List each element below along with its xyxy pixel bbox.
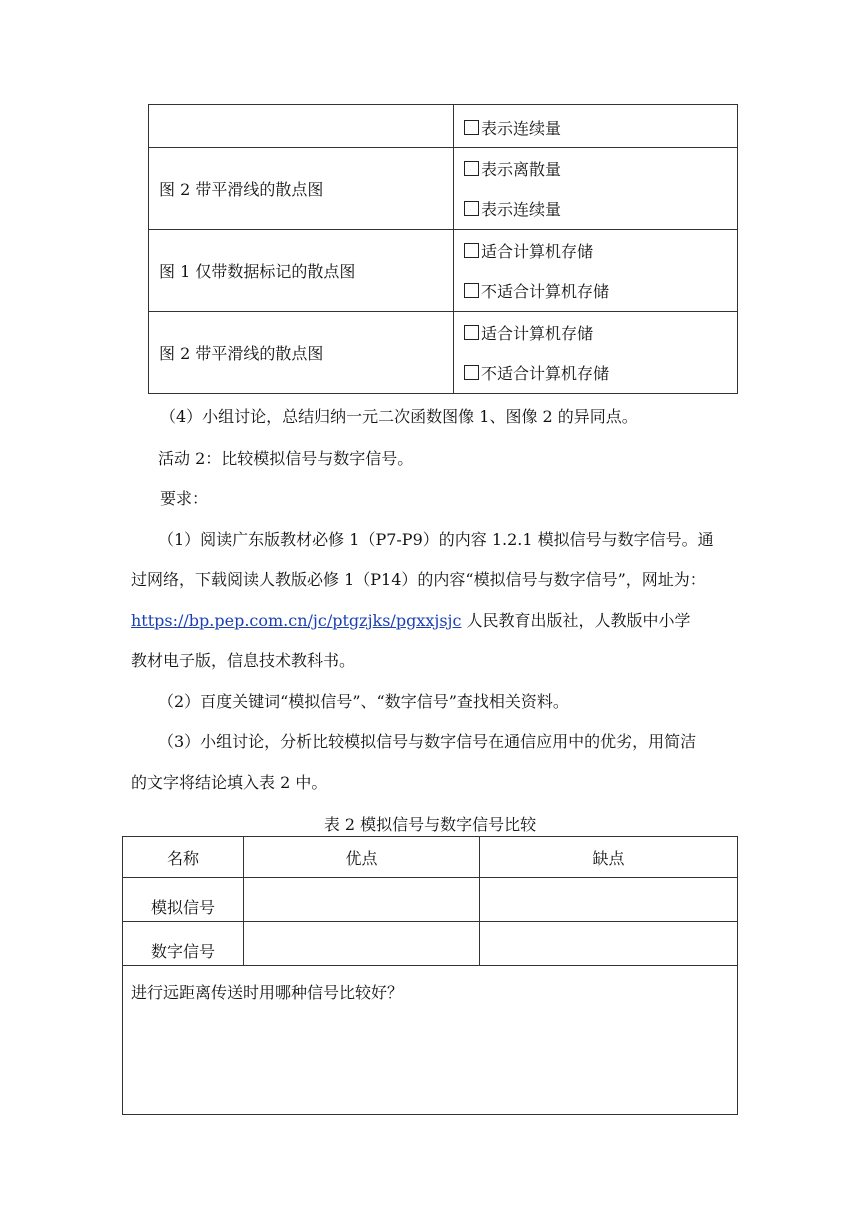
checkbox-option[interactable] <box>464 149 737 189</box>
requirement-1-line-1: （1）阅读广东版教材必修 1（P7-P9）的内容 1.2.1 模拟信号与数字信号。通 <box>158 530 714 549</box>
option-label: 表示离散量 <box>481 160 562 179</box>
checkbox-option[interactable] <box>464 271 737 311</box>
table-row <box>149 105 738 148</box>
table-2-caption: 表 2 模拟信号与数字信号比较 <box>323 815 537 834</box>
table-row <box>149 312 738 394</box>
long-distance-question-cell[interactable] <box>123 966 738 1115</box>
option-label: 表示连续量 <box>481 200 562 219</box>
checkbox-option[interactable] <box>464 313 737 353</box>
table-row <box>123 922 738 966</box>
requirement-1-line-2: 过网络，下载阅读人教版必修 1（P14）的内容“模拟信号与数字信号”，网址为： <box>131 570 706 589</box>
requirement-1-line-4: 教材电子版，信息技术教科书。 <box>131 651 356 670</box>
row-name-digital: 数字信号 <box>123 922 244 966</box>
checkbox-icon[interactable] <box>464 201 479 216</box>
checkbox-option[interactable] <box>464 231 737 271</box>
paragraph-step-4: （4）小组讨论，总结归纳一元二次函数图像 1、图像 2 的异同点。 <box>160 407 638 426</box>
checkbox-icon[interactable] <box>464 325 479 340</box>
requirements-label: 要求： <box>160 489 209 508</box>
option-label: 不适合计算机存储 <box>481 364 610 383</box>
cell-pros-analog[interactable] <box>244 878 480 922</box>
checkbox-option[interactable] <box>464 189 737 229</box>
requirement-1-line-3 <box>131 611 691 631</box>
checkbox-option[interactable] <box>464 353 737 393</box>
link-suffix-text: 人民教育出版社，人教版中小学 <box>461 611 691 630</box>
row-label <box>149 105 454 148</box>
option-label: 适合计算机存储 <box>481 324 594 343</box>
requirement-2: （2）百度关键词“模拟信号”、“数字信号”查找相关资料。 <box>158 692 569 711</box>
table-row <box>123 966 738 1115</box>
header-name: 名称 <box>123 837 244 878</box>
checkbox-icon[interactable] <box>464 243 479 258</box>
header-pros: 优点 <box>244 837 480 878</box>
checkbox-icon[interactable] <box>464 283 479 298</box>
checkbox-option[interactable] <box>464 105 737 147</box>
row-label: 图 2 带平滑线的散点图 <box>149 312 454 394</box>
header-cons: 缺点 <box>480 837 738 878</box>
activity-2-heading: 活动 2：比较模拟信号与数字信号。 <box>158 449 414 468</box>
checkbox-icon[interactable] <box>464 161 479 176</box>
table-row <box>149 148 738 230</box>
row-name-analog: 模拟信号 <box>123 878 244 922</box>
option-label: 适合计算机存储 <box>481 242 594 261</box>
cell-cons-analog[interactable] <box>480 878 738 922</box>
requirement-3-line-2: 的文字将结论填入表 2 中。 <box>131 773 328 792</box>
option-label: 表示连续量 <box>481 118 562 138</box>
cell-cons-digital[interactable] <box>480 922 738 966</box>
row-label: 图 2 带平滑线的散点图 <box>149 148 454 230</box>
long-distance-question: 进行远距离传送时用哪种信号比较好？ <box>131 983 404 1002</box>
checkbox-icon[interactable] <box>464 120 479 135</box>
table-header-row <box>123 837 738 878</box>
checkbox-icon[interactable] <box>464 365 479 380</box>
requirement-3-line-1: （3）小组讨论，分析比较模拟信号与数字信号在通信应用中的优劣，用简洁 <box>158 732 697 751</box>
pep-textbook-link[interactable]: https://bp.pep.com.cn/jc/ptgzjks/pgxxjsjc <box>131 611 462 630</box>
row-label: 图 1 仅带数据标记的散点图 <box>149 230 454 312</box>
chart-type-options-table <box>148 104 738 394</box>
table-row <box>149 230 738 312</box>
table-row <box>123 878 738 922</box>
option-label: 不适合计算机存储 <box>481 282 610 301</box>
signal-comparison-table <box>122 836 738 1115</box>
cell-pros-digital[interactable] <box>244 922 480 966</box>
